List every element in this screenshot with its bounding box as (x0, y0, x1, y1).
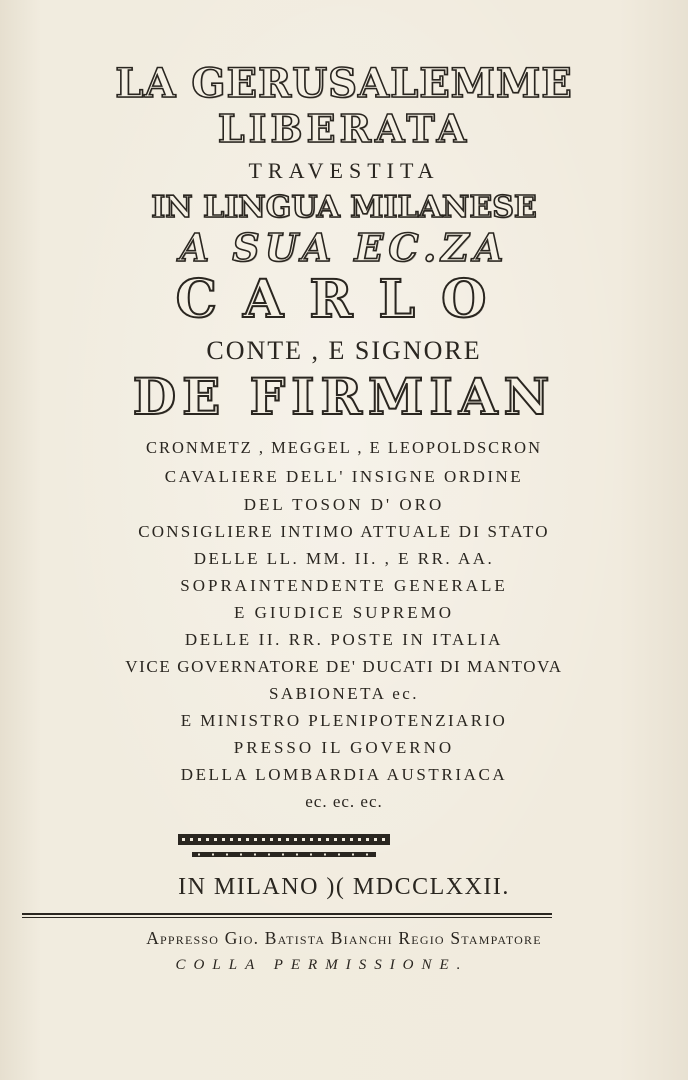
text-line-toson: DEL TOSON D' ORO (243, 495, 445, 514)
dedication-sua-eccellenza: A SUA EC.ZA (179, 225, 509, 270)
title-line-gerusalemme: LA GERUSALEMME (115, 60, 573, 107)
text-line-consigliere: CONSIGLIERE INTIMO ATTUALE DI STATO (138, 522, 550, 541)
text-line-ec: ec. ec. ec. (305, 792, 383, 811)
text-line-sabioneta: SABIONETA ec. (268, 684, 420, 703)
text-line-delle-ll-mm: DELLE LL. MM. II. , E RR. AA. (193, 549, 495, 568)
dedicatee-name-carlo: CARLO (175, 269, 513, 330)
text-line-lombardia: DELLA LOMBARDIA AUSTRIACA (180, 765, 508, 784)
permission-line: COLLA PERMISSIONE. (175, 957, 469, 973)
imprint-place-date: IN MILANO )( MDCCLXXII. (178, 874, 510, 900)
text-line-poste: DELLE II. RR. POSTE IN ITALIA (184, 630, 504, 649)
printer-line: Appresso Gio. Batista Bianchi Regio Stampatore (146, 928, 542, 948)
text-line-presso: PRESSO IL GOVERNO (233, 738, 455, 757)
dedicatee-title-conte: CONTE , E SIGNORE (206, 336, 482, 365)
subtitle-travestita: TRAVESTITA (248, 158, 440, 183)
imprint-rule-thin (22, 917, 552, 918)
subtitle-lingua-milanese: IN LINGUA MILANESE (151, 190, 537, 225)
ornament-rule (178, 832, 390, 862)
text-line-soprintendente: SOPRAINTENDENTE GENERALE (180, 576, 508, 595)
text-line-giudice: E GIUDICE SUPREMO (233, 603, 455, 622)
imprint-rule (22, 913, 552, 915)
dedicatee-surname-firmian: DE FIRMIAN (132, 367, 556, 426)
text-line-cronmetz: CRONMETZ , MEGGEL , E LEOPOLDSCRON (145, 438, 542, 457)
text-line-ministro: E MINISTRO PLENIPOTENZIARIO (180, 711, 508, 730)
text-line-vice-governatore: VICE GOVERNATORE DE' DUCATI DI MANTOVA (125, 657, 563, 676)
title-line-liberata: LIBERATA (217, 106, 471, 151)
text-line-cavaliere: CAVALIERE DELL' INSIGNE ORDINE (164, 467, 524, 486)
